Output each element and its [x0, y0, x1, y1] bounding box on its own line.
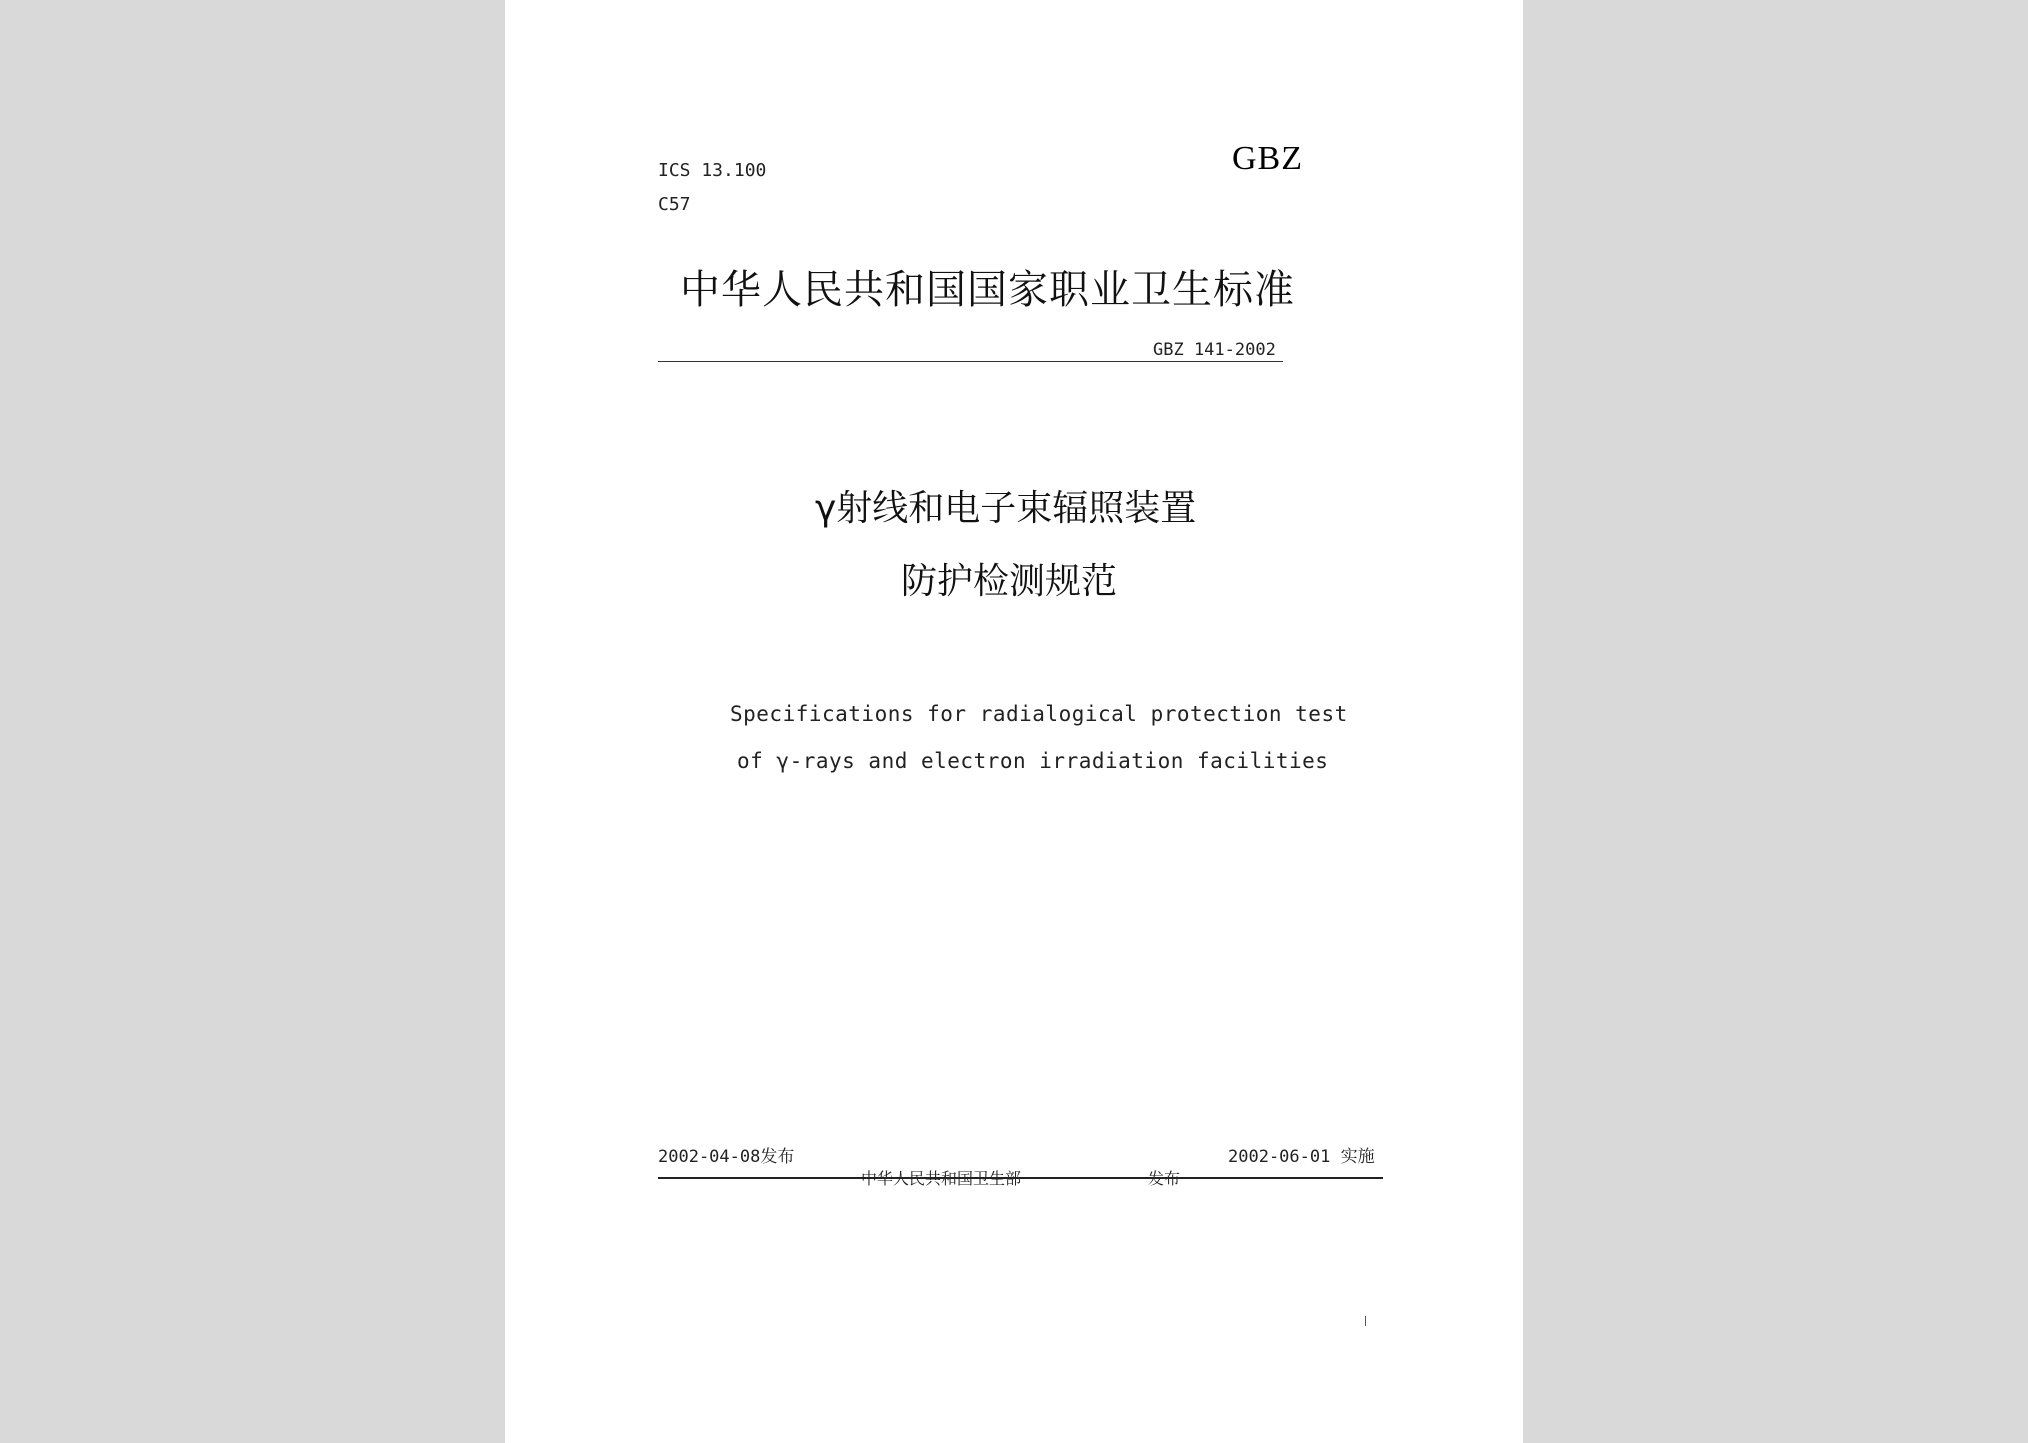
page-mark: [1365, 1316, 1366, 1326]
ics-code: ICS 13.100: [658, 160, 767, 181]
bottom-rule: [658, 1177, 1383, 1179]
issue-date: 2002-04-08发布: [658, 1147, 795, 1167]
chinese-title-line-2: 防护检测规范: [901, 561, 1118, 602]
ccs-code: C57: [658, 194, 691, 215]
standard-number: GBZ 141-2002: [1153, 340, 1276, 360]
standard-mark: GBZ: [1232, 140, 1303, 177]
top-rule: [658, 361, 1283, 362]
document-page: [505, 0, 1523, 1443]
implementation-date: 2002-06-01 实施: [1228, 1147, 1375, 1167]
english-title-line-2: of γ-rays and electron irradiation facilities: [737, 749, 1329, 773]
chinese-title-line-1: γ射线和电子束辐照装置: [815, 488, 1197, 529]
standard-title: 中华人民共和国国家职业卫生标准: [680, 267, 1295, 313]
english-title-line-1: Specifications for radialogical protection test: [730, 702, 1348, 726]
